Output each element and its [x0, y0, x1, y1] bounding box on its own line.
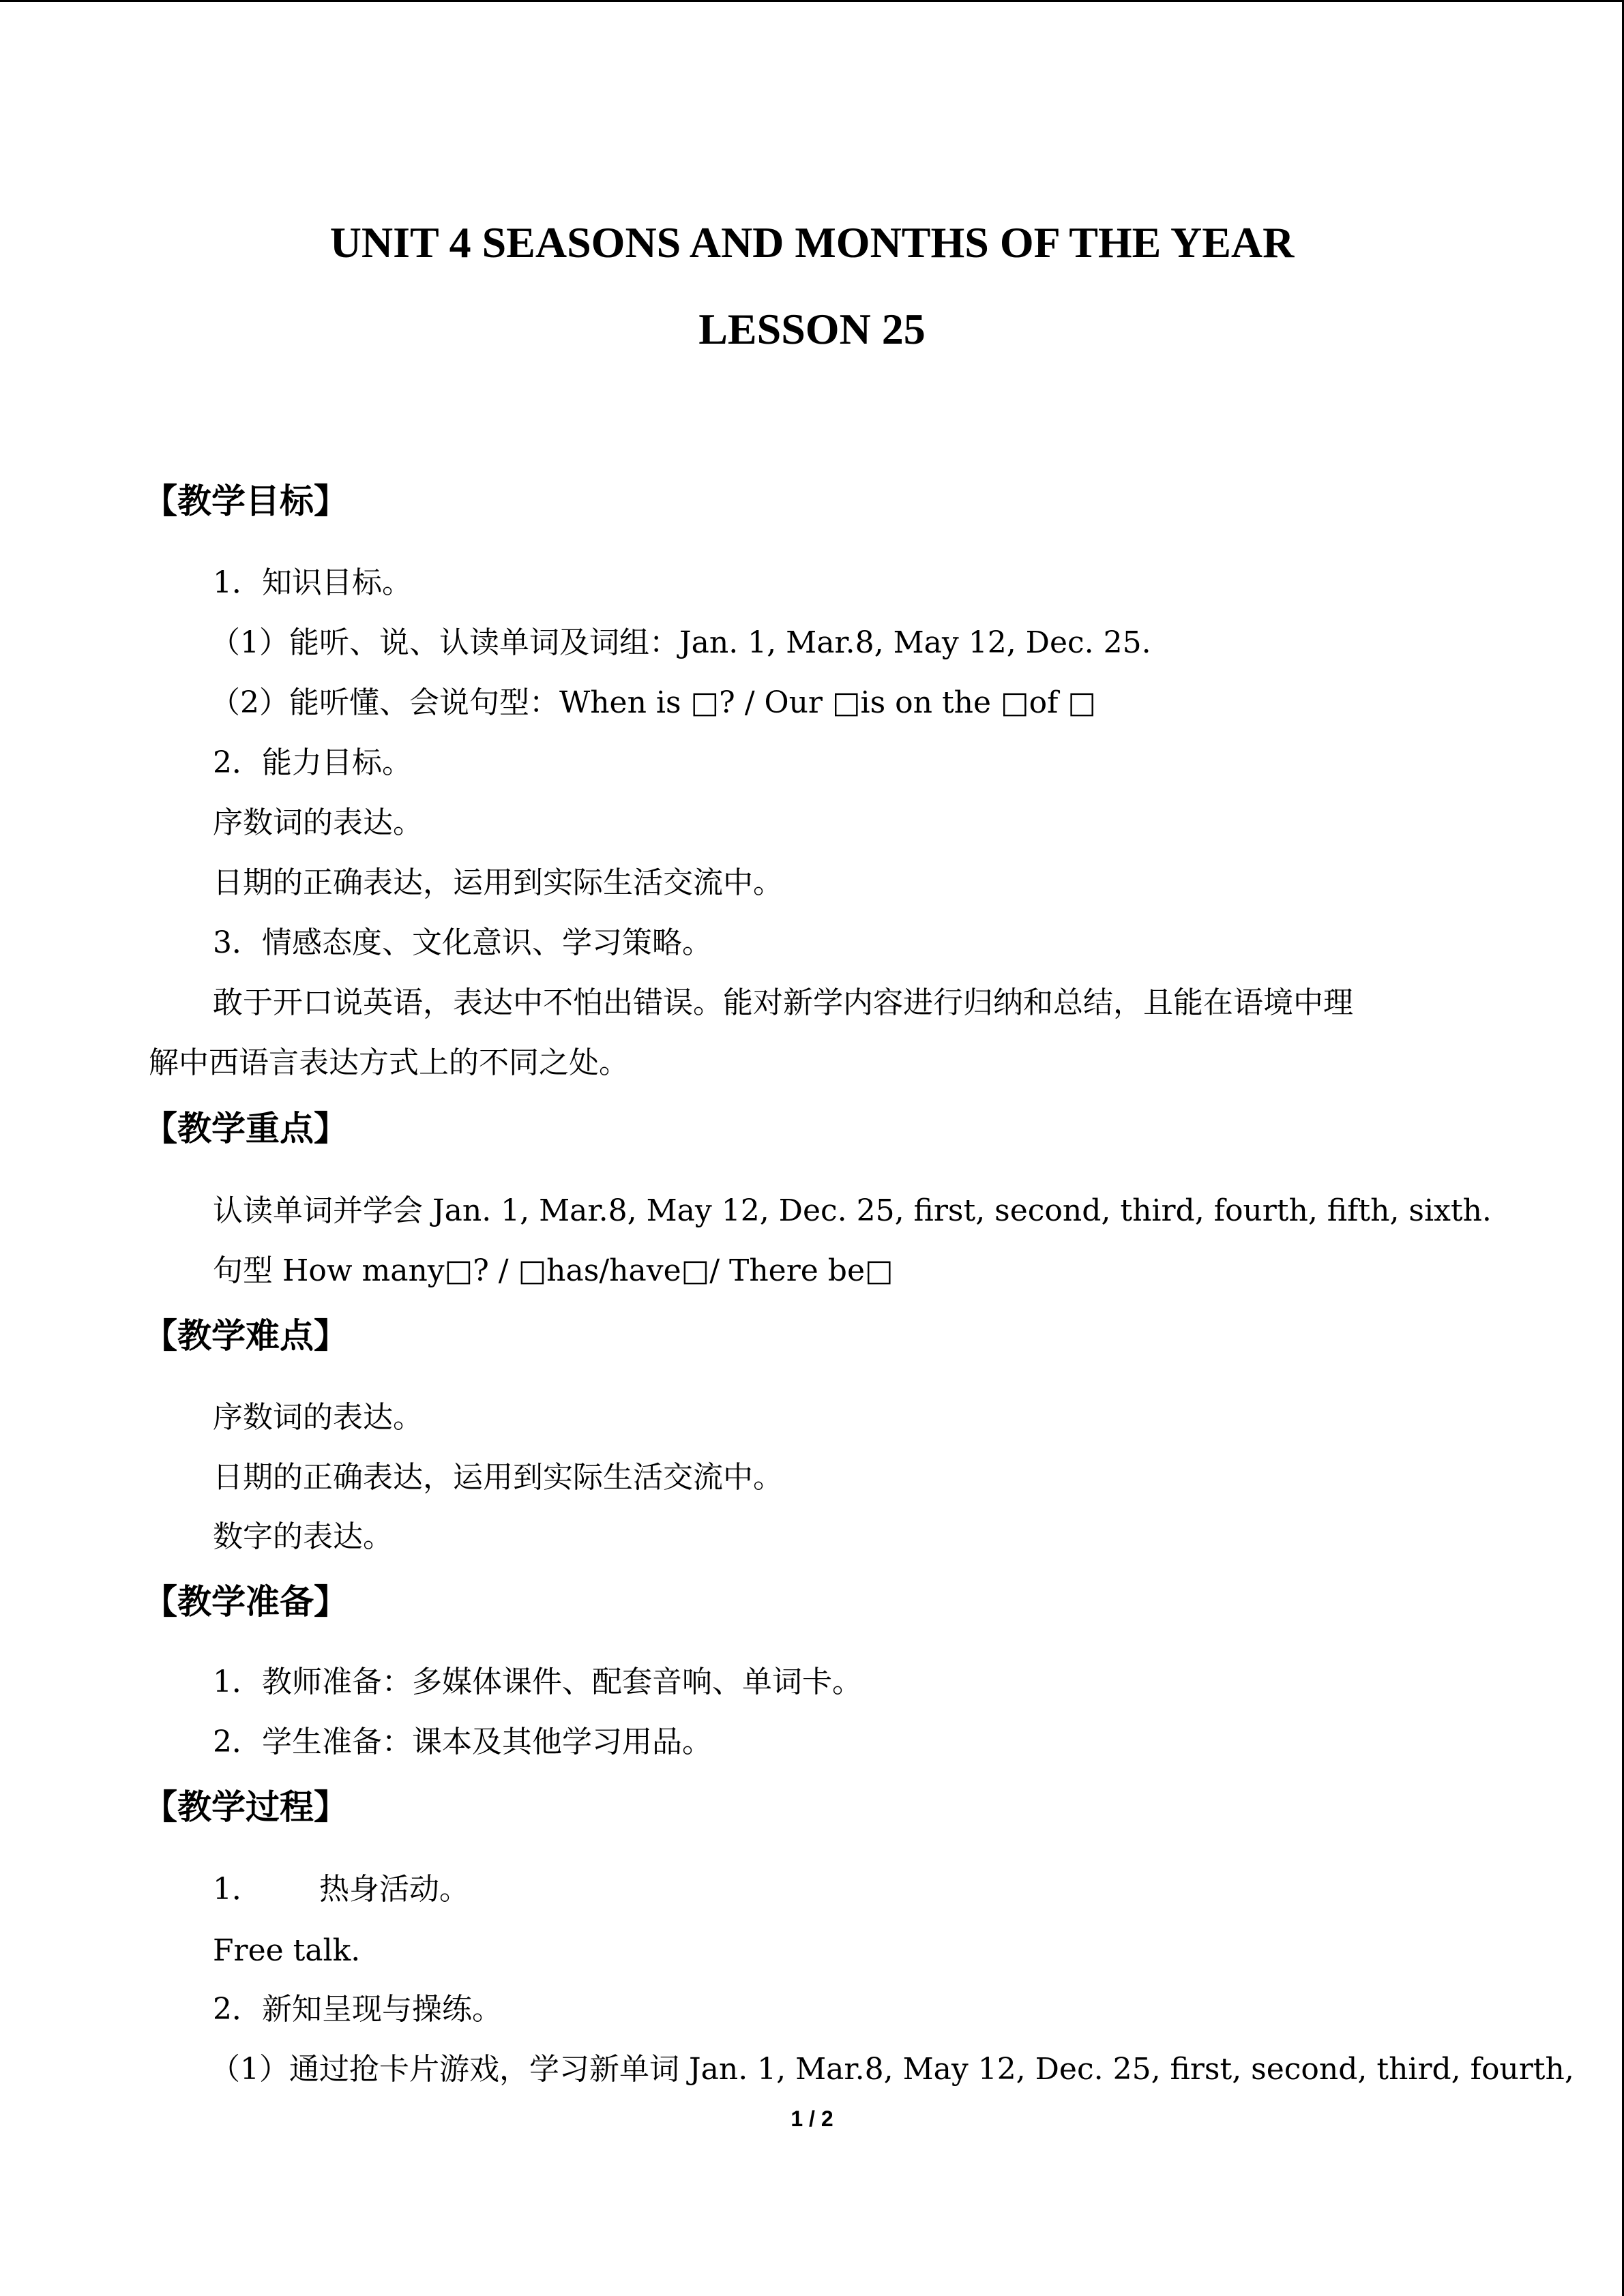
process-line-free-talk: Free talk.	[213, 1933, 361, 1968]
section-heading-process: 【教学过程】	[143, 1787, 348, 1827]
process-line-presentation: 2．新知呈现与操练。	[213, 1992, 502, 2027]
preparation-line-student: 2．学生准备：课本及其他学习用品。	[213, 1725, 712, 1759]
lesson-title: LESSON 25	[698, 305, 926, 353]
section-heading-preparation: 【教学准备】	[143, 1582, 348, 1622]
objectives-line-emotion: 3．情感态度、文化意识、学习策略。	[213, 925, 712, 960]
key-points-line-words: 认读单词并学会 Jan. 1, Mar.8, May 12, Dec. 25, first, second, third, fourth, fifth, sixth.	[213, 1193, 1492, 1228]
objectives-line-knowledge: 1．知识目标。	[213, 565, 412, 600]
objectives-line-ability: 2．能力目标。	[213, 745, 412, 780]
objectives-line-paragraph-2: 解中西语言表达方式上的不同之处。	[149, 1045, 629, 1080]
difficulties-line-ordinals: 序数词的表达。	[213, 1400, 423, 1435]
objectives-line-paragraph-1: 敢于开口说英语，表达中不怕出错误。能对新学内容进行归纳和总结，且能在语境中理	[213, 985, 1353, 1020]
section-heading-difficulties: 【教学难点】	[143, 1316, 348, 1356]
section-heading-key-points: 【教学重点】	[143, 1109, 348, 1148]
process-step-warmup	[213, 1868, 469, 1911]
page-number: 1 / 2	[791, 2106, 833, 2131]
section-heading-objectives: 【教学目标】	[143, 481, 348, 521]
process-step-text: 热身活动。	[319, 1872, 469, 1907]
process-line-card-game: （1）通过抢卡片游戏，学习新单词 Jan. 1, Mar.8, May 12, Dec. 25, first, second, third, fourth,	[210, 2052, 1574, 2087]
difficulties-line-numbers: 数字的表达。	[213, 1519, 393, 1554]
objectives-line-words: （1）能听、说、认读单词及词组：Jan. 1, Mar.8, May 12, Dec. 25.	[210, 625, 1151, 660]
unit-title: UNIT 4 SEASONS AND MONTHS OF THE YEAR	[329, 218, 1295, 267]
key-points-line-sentences: 句型 How many□? / □has/have□/ There be□	[213, 1253, 894, 1288]
objectives-line-ordinals: 序数词的表达。	[213, 805, 423, 840]
objectives-line-dates: 日期的正确表达，运用到实际生活交流中。	[213, 865, 783, 900]
preparation-line-teacher: 1．教师准备：多媒体课件、配套音响、单词卡。	[213, 1665, 862, 1699]
process-step-number: 1．	[213, 1872, 262, 1907]
objectives-line-sentences: （2）能听懂、会说句型：When is □? / Our □is on the □of □	[210, 685, 1096, 720]
difficulties-line-dates: 日期的正确表达，运用到实际生活交流中。	[213, 1460, 783, 1495]
